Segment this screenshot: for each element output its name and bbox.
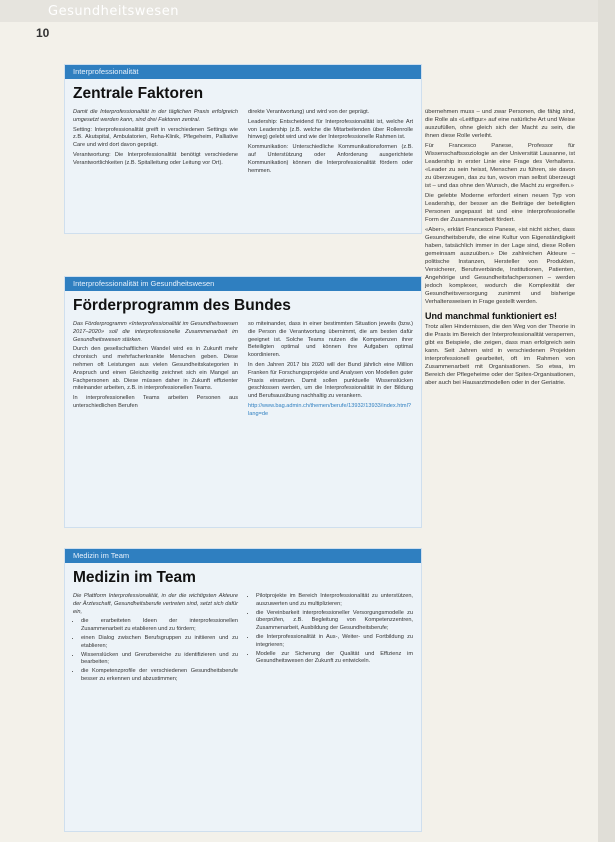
box2-col2 [248, 321, 413, 421]
right-column [425, 108, 575, 389]
list-item: • Modelle zur Sicherung der Qualität und Effizienz im Gesundheitswesen der Zukunft zu entwickeln. [256, 651, 413, 667]
paragraph: direkte Verantwortung) und wird von der geprägt. [248, 109, 370, 115]
list-item: • die Interprofessionalität in Aus-, Weiter- und Fortbildung zu integrieren; [256, 634, 413, 650]
intro-text: Die Plattform Interprofessionalität, in der die wichtigsten Akteure der Ärzteschaft, Gesundheitsberufe vertreten sind, setzt sich dafür ein, [73, 593, 238, 615]
intro-text: Damit die Interprofessionalität in der täglichen Praxis erfolgreich umgesetzt werden kann, sind drei Faktoren zentral. [73, 109, 238, 123]
paragraph: Für Francesco Panese, Professor für Wissenschaftssoziologie an der Universität Lausanne, ist Leadership in erster Linie eine Frage des Verhaltens. «Leader zu sein heisst, Menschen zu führen, sie davon zu überzeugen, das zu tun, wovon man selbst überzeugt ist – und das ohne den Wunsch, die Macht zu ergreifen.» [425, 143, 575, 189]
list-item: • die Kompetenzprofile der verschiedenen Gesundheitsberufe besser zu erkennen und abzustimmen; [81, 668, 238, 684]
paragraph: Setting: Interprofessionalität greift in verschiedenen Settings wie z.B. Akutspital, Ambulatorien, Reha-Klinik, Pflegeheim, Palliative Care und wird dort davon geprägt. [73, 126, 238, 149]
paragraph: «Aber», erklärt Francesco Panese, «ist nicht sicher, dass Gesundheitsberufe, die eine Kultur von Eigenständigkeit haben, tatsächlich immer in der Lage sind, diese Rollen gemeinsam auszuüben.» Die zahlreichen Akteure – politische Instanzen, Hersteller von Produkten, Versicherer, Berufsverbände, Institutionen, Patienten, Angehörige und Gesundheitsfachpersonen – werden jedoch komplexer, wodurch die Komplexität der Gesundheitsversorgung zunimmt und bisherige Verhaltensweisen in Frage gestellt werden. [425, 227, 575, 305]
page-number: 10 [36, 26, 50, 40]
link-text[interactable]: http://www.bag.admin.ch/themen/berufe/13932/13933/index.html?lang=de [248, 402, 411, 417]
box3-col1 [73, 593, 238, 685]
paragraph: übernehmen muss – und zwar Personen, die fähig sind, die Rolle als «Leitfigur» auf eine natürliche Art und Weise auszufüllen, ohne gleich sich der Macht zu sein, die ihnen diese Rolle verleiht. [425, 109, 575, 139]
paragraph: In interprofessionellen Teams arbeiten Personen aus unterschiedlichen Berufen [73, 395, 238, 409]
paragraph: Verantwortung: Die Interprofessionalität benötigt verschiedene Verantwortlichkeiten (z.B. Spitalleitung oder Leitung vor Ort). [73, 151, 238, 166]
paragraph: Trotz allen Hindernissen, die den Weg von der Theorie in die Praxis im Bereich der Interprofessionalität versperren, gibt es Beispiele, die zeigen, dass man erfolgreich sein kann. Seit Jahren wird in verschiedenen Projekten interprofessionell gearbeitet, oft im Rahmen von Zusammenarbeit mit Organisationen. So etwa, im Bereich der Pflegeheime oder der Spitex-Organisationen, aber auch bei Hausarztmodellen oder in der Geriatrie. [425, 324, 575, 386]
list-item: • Wissenslücken und Grenzbereiche zu identifizieren und zu bearbeiten; [81, 652, 238, 668]
list-item: • die erarbeiteten Ideen der interprofessionellen Zusammenarbeit zu etablieren und zu fördern; [81, 618, 238, 634]
box2-col1 [73, 321, 238, 421]
paragraph: Durch den gesellschaftlichen Wandel wird es in Zukunft mehr chronisch und mehrfacherkrankte Menschen geben. Diese nehmen oft Leistungen aus vielen Gesundheitskategorien in Anspruch und einen Gleichzeitig zeichnet sich ein Mangel an Fachpersonen ab. Diese müssen daher in Zukunft effizienter miteinander arbeiten, z.B. in interprofessionellen Teams. [73, 346, 238, 392]
box-title: Förderprogramm des Bundes [73, 297, 291, 314]
box-label: Interprofessionalität [65, 65, 421, 79]
list-item: • Pilotprojekte im Bereich Interprofessionalität zu unterstützen, auszuwerten und zu multiplizieren; [256, 593, 413, 609]
box-medizin-im-team [64, 548, 422, 832]
list-item: • die Vereinbarkeit interprofessioneller Versorgungsmodelle zu überprüfen, z.B. Begleitung von Kompetenzzentren, Zusammenarbeit, Ausbildung der Gesundheitsberufe; [256, 610, 413, 633]
paragraph: so miteinander, dass in einer bestimmten Situation jeweils (bzw.) die Person die Verantwortung übernimmt, die am besten dafür geeignet ist. Solche Teams nutzen die Kompetenzen ihrer Beteiligten optimal und können ihre Aufgaben optimal koordinieren. [248, 321, 413, 359]
box3-col2 [248, 593, 413, 685]
paragraph: Die gelebte Moderne erfordert einen neuen Typ von Leadership, der besser an die Beiträge der beteiligten Personen angepasst ist und eine interprofessionelle Form der Zusammenarbeit fördert. [425, 193, 575, 223]
header-band [0, 0, 615, 22]
box1-col2 [248, 109, 413, 177]
paragraph: Kommunikation: Unterschiedliche Kommunikationsformen (z.B. auf Unterstützung oder Anforderung ausgerichtete Kommunikation) können die Interprofessionalität fördern oder hemmen. [248, 144, 413, 174]
intro-text: Das Förderprogramm «Interprofessionalität im Gesundheitswesen 2017–2020» soll die interprofessionelle Zusammenarbeit im Gesundheitswesen stärken. [73, 321, 238, 343]
list-item: • einen Dialog zwischen Berufsgruppen zu initiieren und zu etablieren; [81, 635, 238, 651]
bullet-list [73, 618, 238, 683]
box-title: Zentrale Faktoren [73, 85, 204, 102]
paragraph: In den Jahren 2017 bis 2020 will der Bund jährlich eine Million Franken für Forschungsprojekte und Analysen von Modellen guter Praxis einsetzen. Damit sollen punktuelle Wissenslücken geschlossen werden, um die Interprofessionalität in der Bildung und Berufsausübung nachhaltig zu verankern. [248, 361, 413, 400]
box1-col1 [73, 109, 238, 177]
subheading: Und manchmal funktioniert es! [425, 311, 558, 321]
box-label: Medizin im Team [65, 549, 421, 563]
box-foerderprogramm [64, 276, 422, 528]
bullet-list [248, 593, 413, 666]
page-edge [598, 0, 615, 842]
paragraph: Leadership: Entscheidend für Interprofessionalität ist, welche Art von Leadership (z.B. welche die Mitarbeitenden über Rollenrolle hinweg) gelebt wird und wie der Interprofessionelle Rahmen ist. [248, 118, 413, 141]
box-title: Medizin im Team [73, 569, 196, 586]
box-zentrale-faktoren [64, 64, 422, 234]
section-title: Gesundheitswesen [48, 4, 179, 19]
box-label: Interprofessionalität im Gesundheitswesen [65, 277, 421, 291]
